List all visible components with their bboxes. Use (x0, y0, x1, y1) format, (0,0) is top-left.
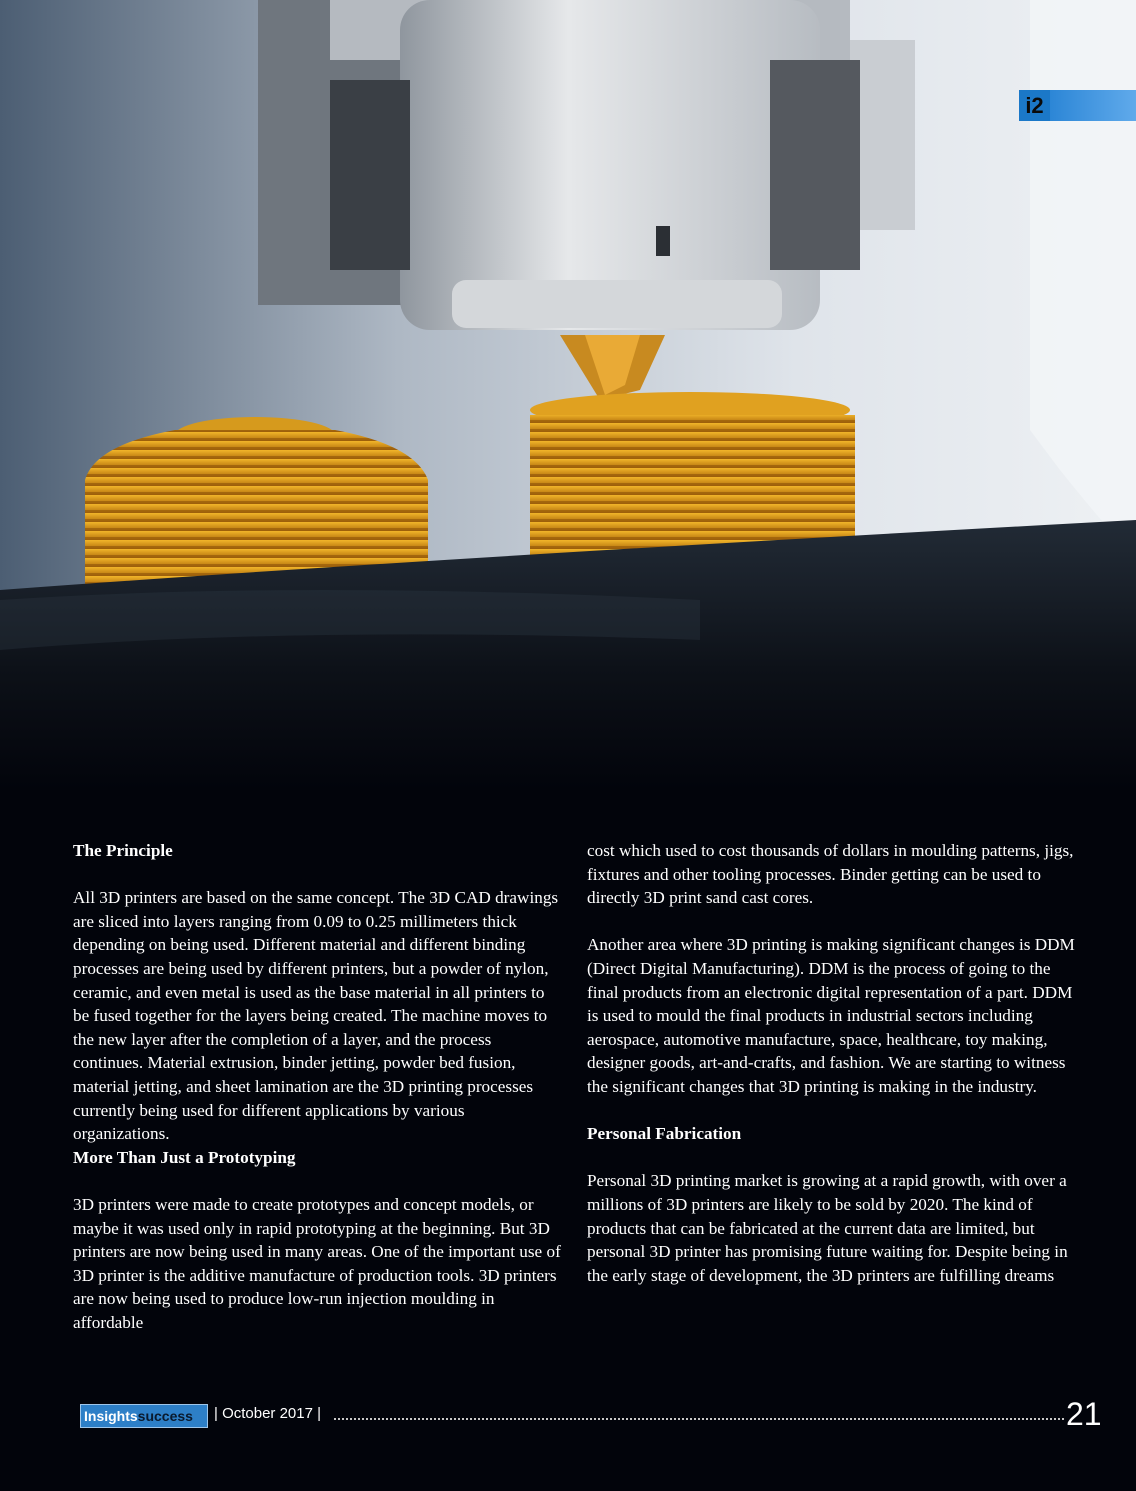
section-tab-bar (1050, 90, 1136, 121)
paragraph-ddm: Another area where 3D printing is making significant changes is DDM (Direct Digital Manufacturing). DDM is the process of going to the final products from an electronic digital representation of a part. DDM is used to mould the final products in industrial sectors including aerospace, automotive manufacture, space, healthcare, toy making, designer goods, art-and-crafts, and fashion. We are starting to witness the significant changes that 3D printing is making in the industry. (587, 935, 1075, 1096)
heading-personal-fabrication: Personal Fabrication (587, 1124, 742, 1144)
heading-more-than-prototyping: More Than Just a Prototyping (73, 1147, 296, 1167)
issue-date: | October 2017 | (214, 1405, 322, 1422)
paragraph-cost: cost which used to cost thousands of dollars in moulding patterns, jigs, fixtures and other tooling processes. Binder getting can be used to directly 3D print sand cast cores. (587, 841, 1074, 908)
section-logo: i2 (1019, 90, 1050, 121)
page-footer (80, 1396, 1110, 1432)
footer-dotted-rule (334, 1418, 1064, 1420)
brand-logo (80, 1404, 208, 1428)
article-right-column (587, 839, 1077, 1287)
paragraph-prototyping: 3D printers were made to create prototypes and concept models, or maybe it was used only in rapid prototyping at the beginning. But 3D printers are now being used in many areas. One of the important use of 3D printer is the additive manufacture of production tools. 3D printers are now being used to produce low-run injection moulding in affordable (73, 1194, 561, 1332)
paragraph-principle: All 3D printers are based on the same concept. The 3D CAD drawings are sliced into layers ranging from 0.09 to 0.25 millimeters thick depending on being used. Different material and different binding processes are being used by different printers, but a powder of nylon, ceramic, and even metal is used as the base material in all printers to be fused together for the layers being created. The machine moves to the new layer after the completion of a layer, and the process continues. Material extrusion, binder jetting, powder bed fusion, material jetting, and sheet lamination are the 3D printing processes currently being used for different applications by various organizations. (73, 888, 559, 1144)
section-tab (1019, 90, 1136, 121)
brand-part-success: success (137, 1408, 193, 1424)
page-number: 21 (1066, 1396, 1102, 1432)
heading-the-principle: The Principle (73, 841, 173, 860)
paragraph-personal-fabrication: Personal 3D printing market is growing at a rapid growth, with over a millions of 3D printers are likely to be sold by 2020. The kind of products that can be fabricated at the current data are limited, but personal 3D printer has promising future waiting for. Despite being in the early stage of development, the 3D printers are fulfilling dreams (587, 1171, 1068, 1285)
article-left-column (73, 839, 563, 1334)
brand-part-insights: Insights (84, 1408, 138, 1424)
